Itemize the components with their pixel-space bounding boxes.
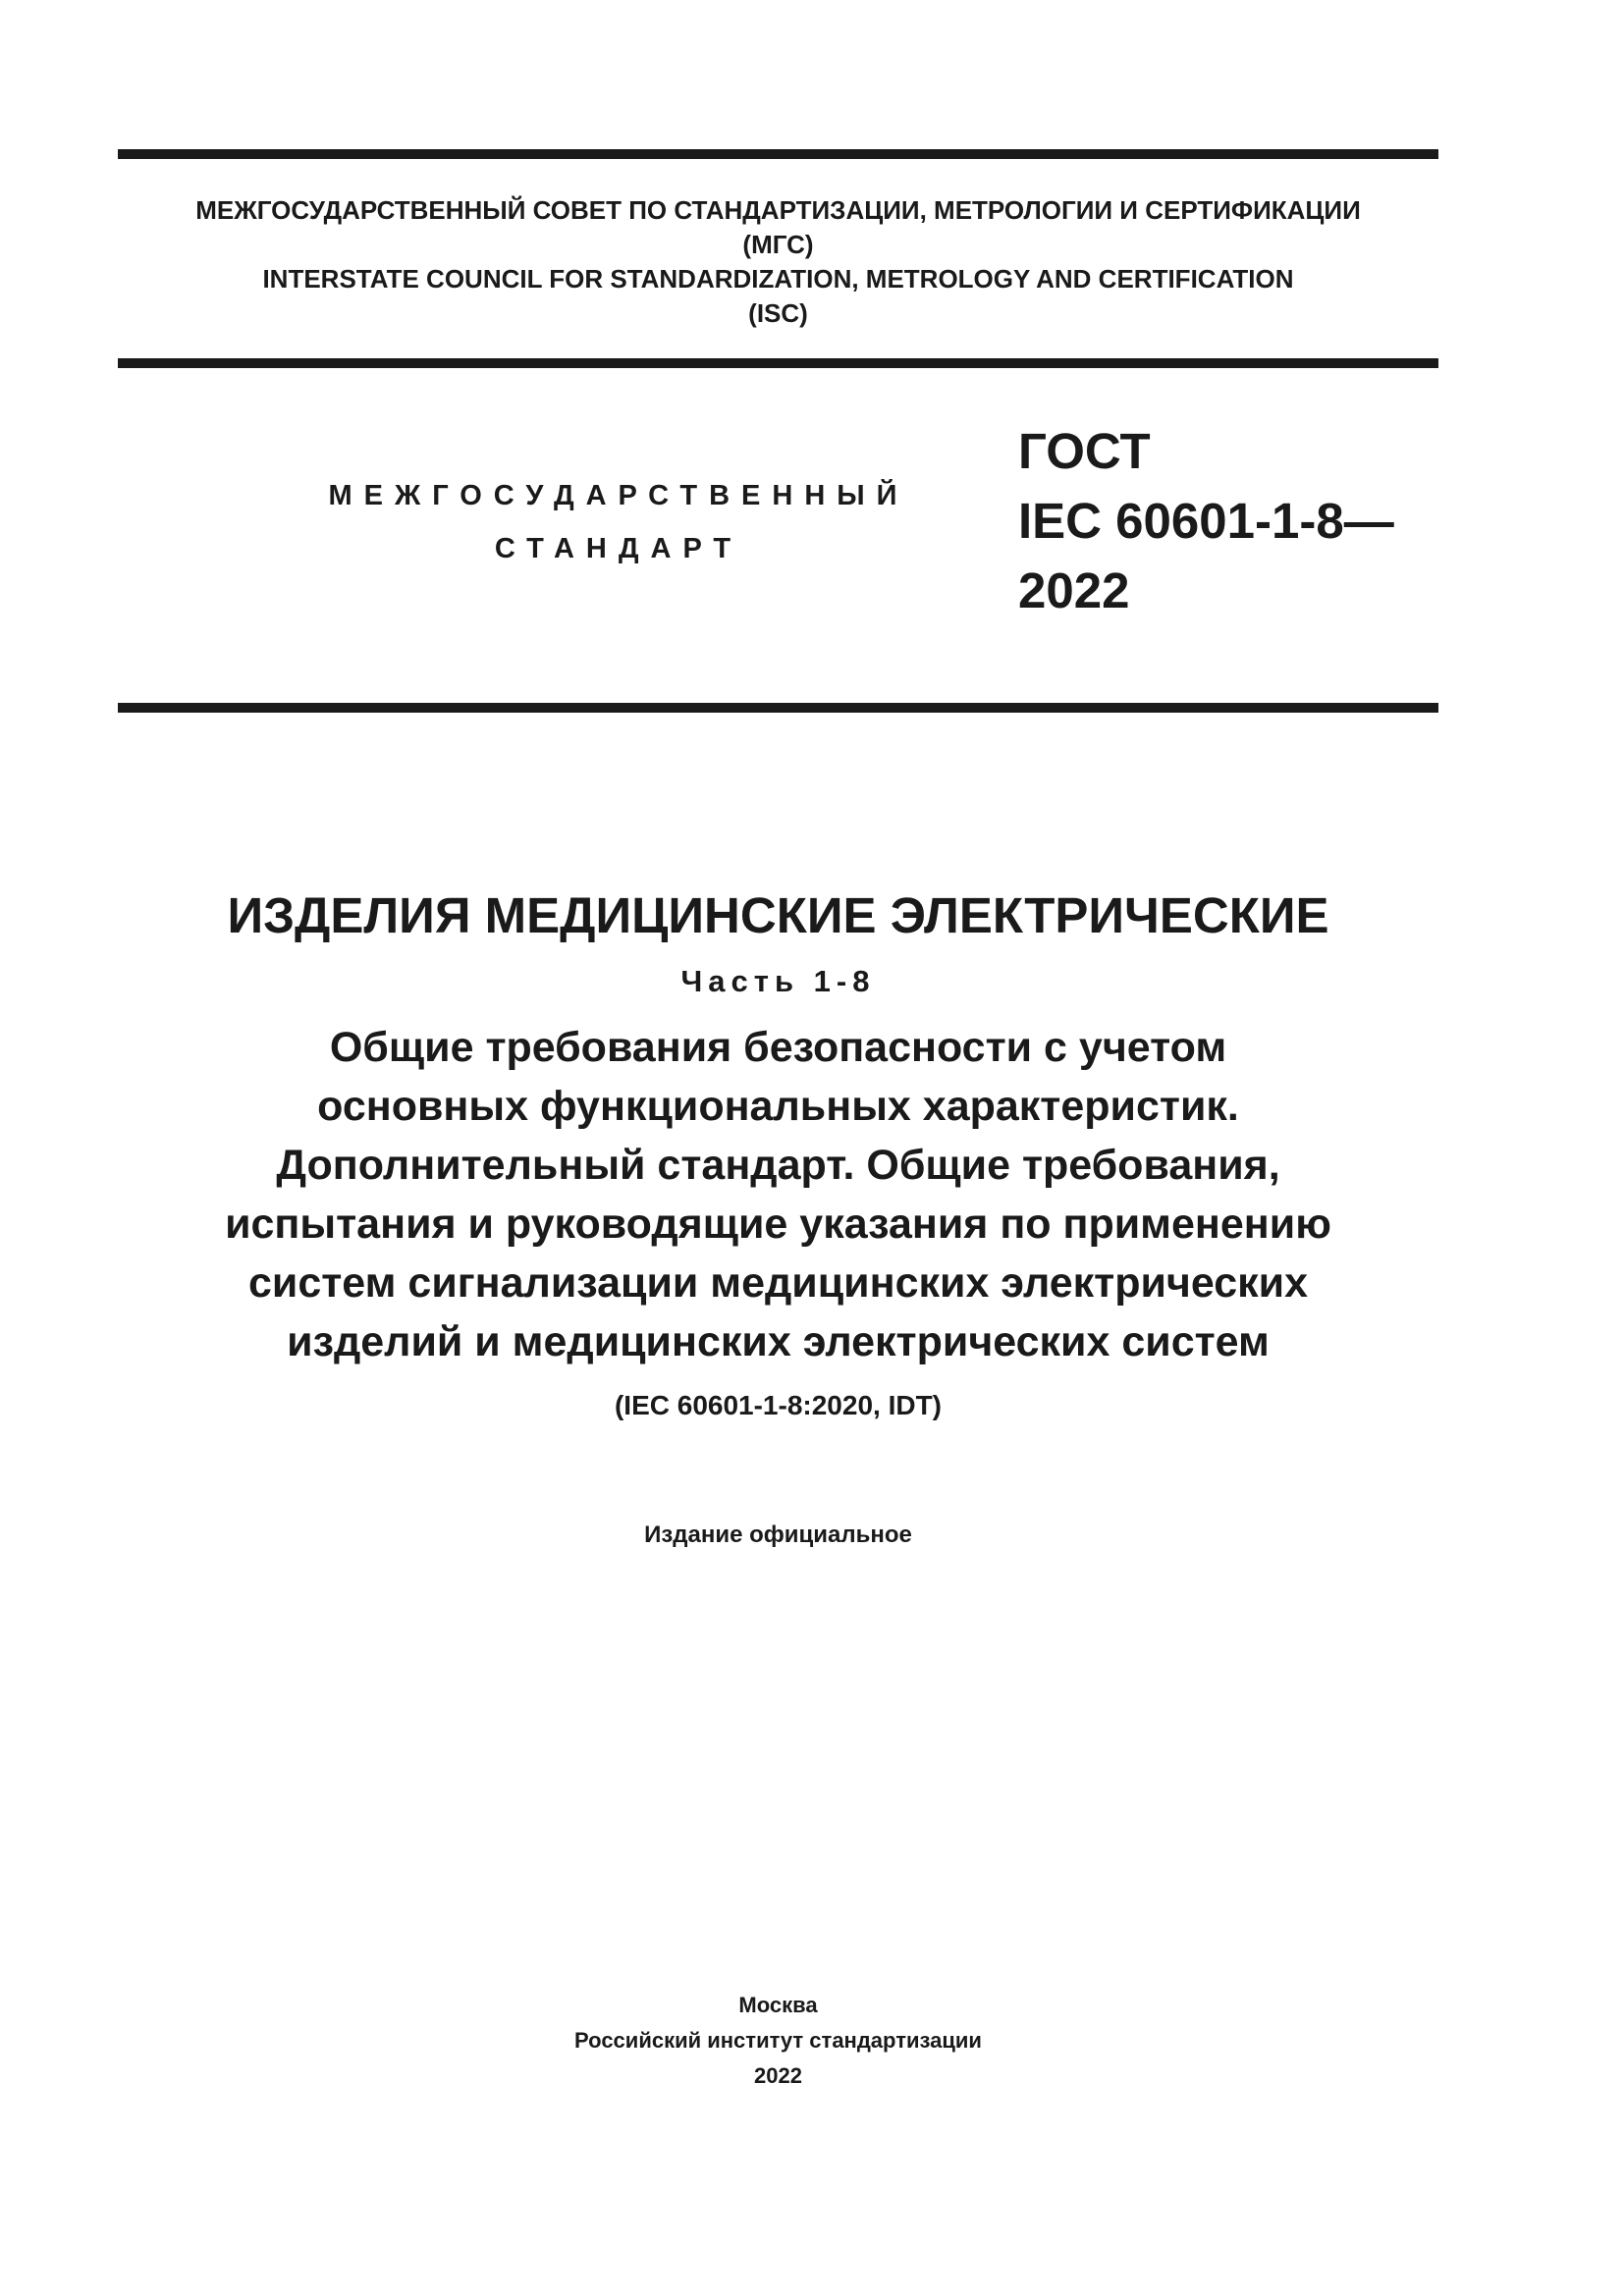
designation-line1: ГОСТ <box>1018 423 1151 479</box>
subtitle-line: основных функциональных характеристик. <box>317 1083 1239 1130</box>
council-bottom-rule <box>118 358 1438 368</box>
subtitle-line: испытания и руководящие указания по применению <box>225 1201 1331 1248</box>
designation-line3: 2022 <box>1018 562 1130 618</box>
designation-line2: IEC 60601-1-8— <box>1018 493 1394 549</box>
iec-reference: (IEC 60601-1-8:2020, IDT) <box>614 1390 943 1420</box>
council-abbr-ru: (МГС) <box>742 230 814 259</box>
imprint-city: Москва <box>738 1993 818 2017</box>
standard-kind-line2: СТАНДАРТ <box>494 533 743 564</box>
subtitle-line: изделий и медицинских электрических систем <box>287 1318 1270 1365</box>
subtitle-line: систем сигнализации медицинских электрических <box>247 1259 1309 1307</box>
designation-bottom-rule <box>118 703 1438 713</box>
subtitle-line: Дополнительный стандарт. Общие требования, <box>276 1142 1280 1189</box>
title-part <box>118 953 1438 1010</box>
council-name-ru: МЕЖГОСУДАРСТВЕННЫЙ СОВЕТ ПО СТАНДАРТИЗАЦИИ, МЕТРОЛОГИИ И СЕРТИФИКАЦИИ <box>195 195 1361 225</box>
top-rule <box>118 149 1438 159</box>
council-abbr-en: (ISC) <box>748 298 808 328</box>
council-name-en: INTERSTATE COUNCIL FOR STANDARDIZATION, METROLOGY AND CERTIFICATION <box>262 264 1294 294</box>
standard-designation <box>1018 416 1440 625</box>
edition-label: Издание официальное <box>644 1522 912 1548</box>
council-header <box>118 193 1438 331</box>
subtitle-line: Общие требования безопасности с учетом <box>329 1024 1227 1071</box>
imprint-publisher: Российский институт стандартизации <box>574 2028 982 2053</box>
part-number: 1-8 <box>813 964 876 998</box>
imprint <box>118 1988 1438 2094</box>
document-title <box>118 884 1438 1430</box>
imprint-year: 2022 <box>754 2063 802 2088</box>
standard-kind <box>295 469 943 575</box>
title-main: ИЗДЕЛИЯ МЕДИЦИНСКИЕ ЭЛЕКТРИЧЕСКИЕ <box>227 887 1329 943</box>
standard-kind-line1: МЕЖГОСУДАРСТВЕННЫЙ <box>328 480 909 511</box>
title-subtitle <box>118 1018 1438 1371</box>
part-word: Часть <box>680 964 800 998</box>
